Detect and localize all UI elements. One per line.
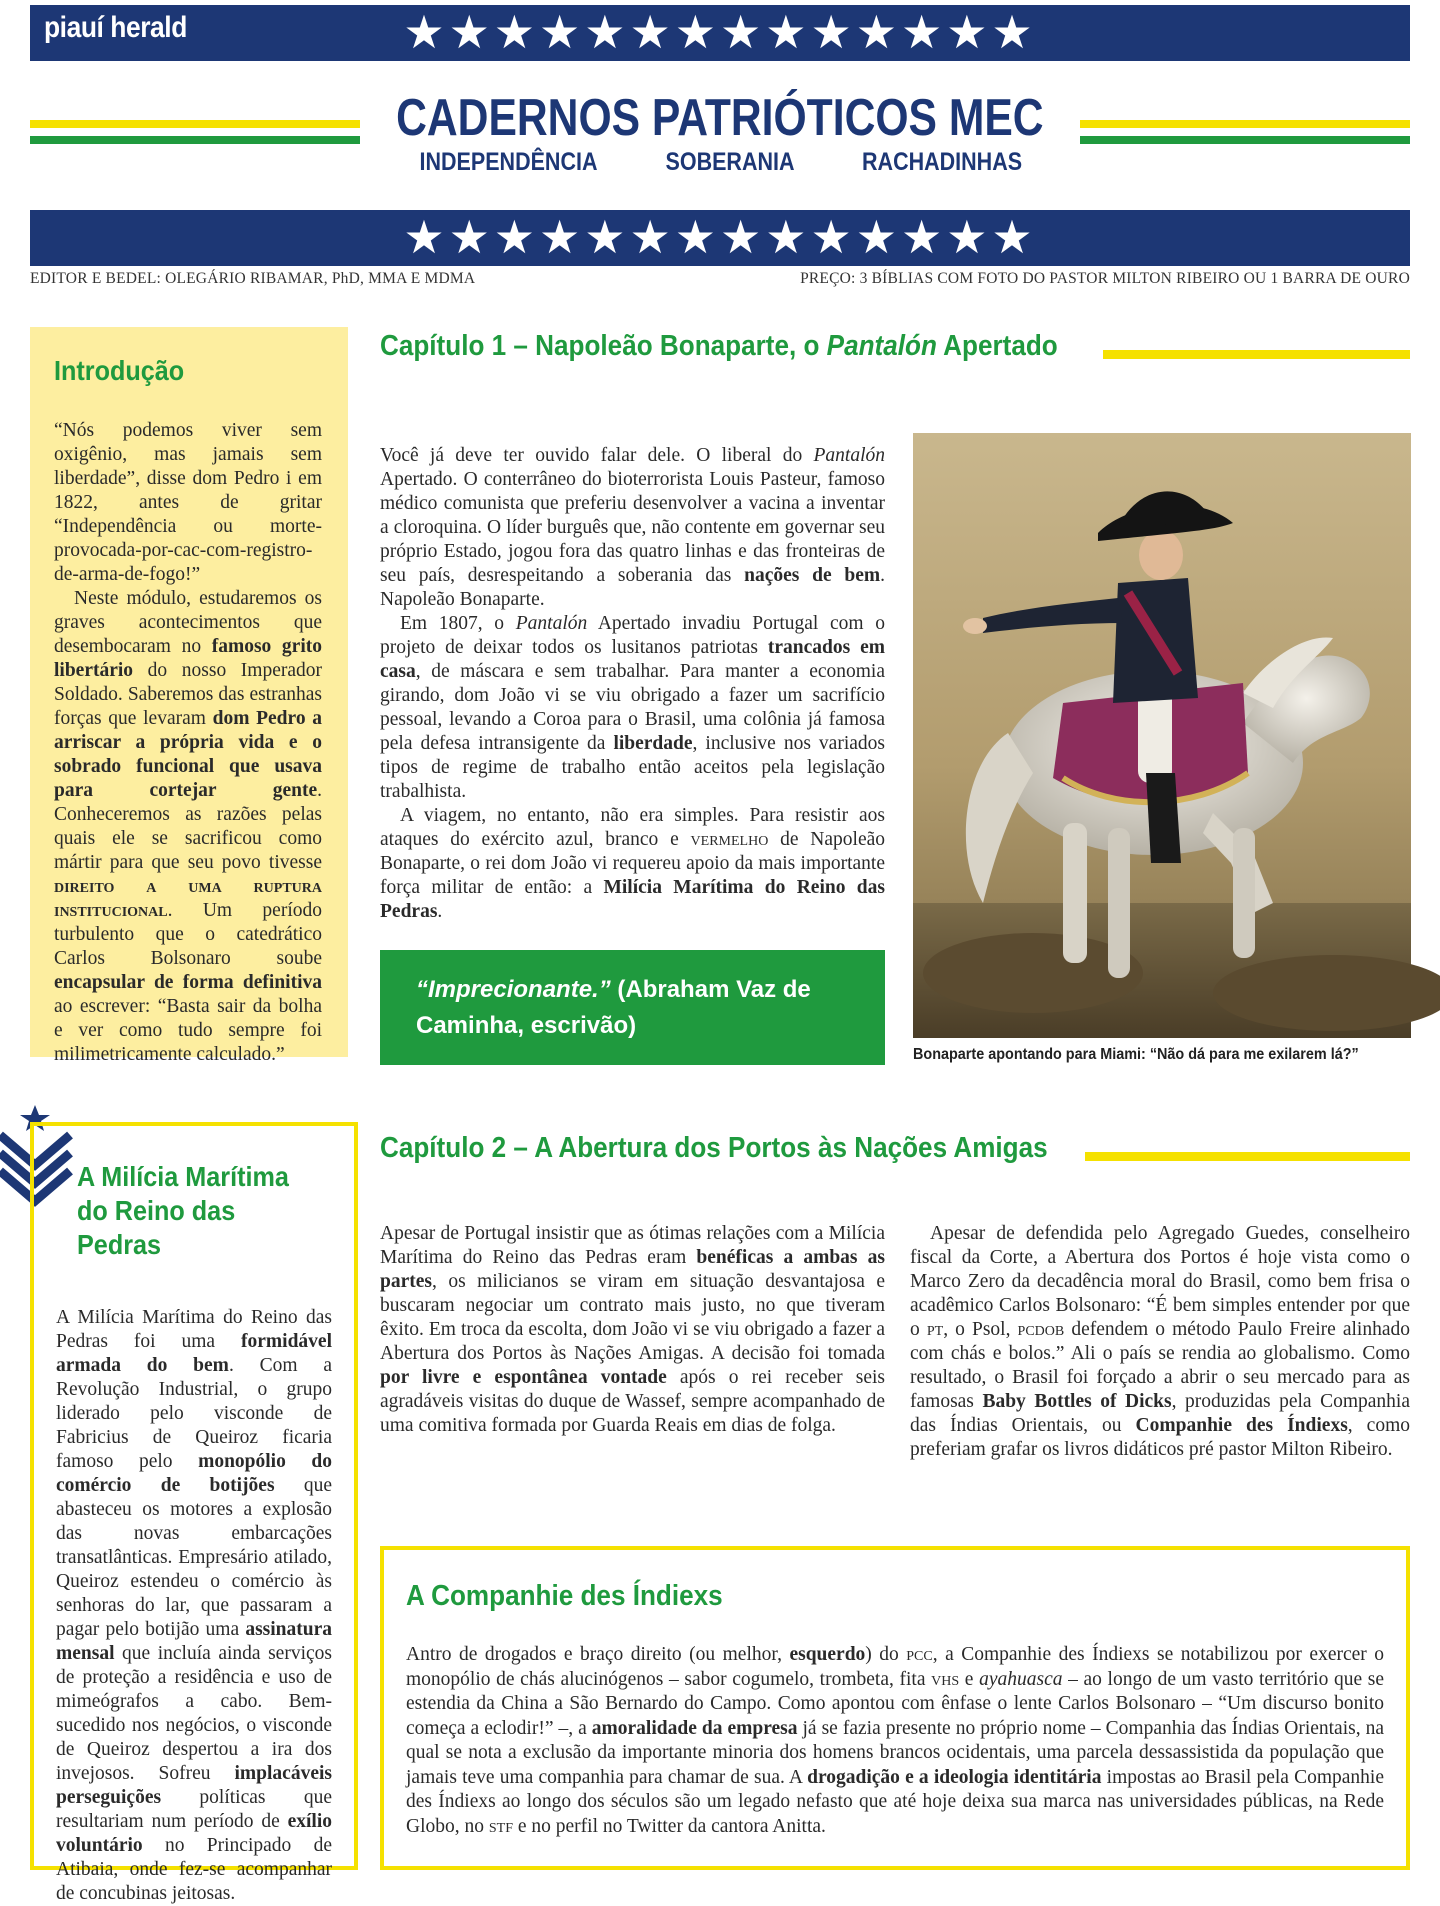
milicia-body <box>56 1306 332 1906</box>
intro-heading: Introdução <box>54 355 185 386</box>
intro-paragraph-1: “Nós podemos viver sem oxigênio, mas jamais sem liberdade”, disse dom Pedro i em 1822, antes de gritar “Independência ou morte-provocada-por-cac-com-registro-de-arma-de-fogo!” <box>54 420 322 585</box>
subtitle-rachadinhas: RACHADINHAS <box>861 148 1022 176</box>
chapter2-heading: Capítulo 2 – A Abertura dos Portos às Nações Amigas <box>380 1132 1048 1164</box>
stars-row-bottom: ★★★★★★★★★★★★★★ <box>403 210 1037 264</box>
editor-credit: EDITOR E BEDEL: OLEGÁRIO RIBAMAR, PhD, MMA E MDMA <box>30 270 476 287</box>
chapter2-paragraph-2: Apesar de defendida pelo Agregado Guedes, conselheiro fiscal da Corte, a Abertura dos Portos é hoje vista como o Marco Zero da decadência moral do Brasil, como bem frisa o acadêmico Carlos Bolsonaro: “É bem simples entender por que o pt, o Psol, pcdob defendem o método Paulo Freire alinhado com chás e bolos.” Ali o país se rendia ao globalismo. Como resultado, o Brasil foi forçado a abrir o seu mercado para as famosas Baby Bottles of Dicks, produzidas pela Companhia das Índias Orientais, ou Companhie des Índiexs, como preferiam grafar os livros didáticos pré pastor Milton Ribeiro. <box>910 1223 1410 1460</box>
milicia-heading: A Milícia Marítima do Reino das Pedras <box>77 1161 289 1260</box>
chapter1-body <box>380 444 885 924</box>
pull-quote: “Imprecionante.” (Abraham Vaz de Caminha, escrivão) <box>380 950 885 1065</box>
companhie-body <box>406 1643 1384 1839</box>
chapter1-paragraph-3: A viagem, no entanto, não era simples. Para resistir aos ataques do exército azul, branco e vermelho de Napoleão Bonaparte, o rei dom João vi requereu apoio da mais importante força militar de então: a Milícia Marítima do Reino das Pedras. <box>380 805 885 922</box>
credits-line <box>30 270 1410 288</box>
subtitle-row <box>405 148 1035 177</box>
stars-bar <box>30 210 1410 266</box>
intro-paragraph-2: Neste módulo, estudaremos os graves acontecimentos que desembocaram no famoso grito libertário do nosso Imperador Soldado. Saberemos das estranhas forças que levaram dom Pedro a arriscar a própria vida e o sobrado funcional que usava para cortejar gente. Conheceremos as razões pelas quais ele se sacrificou como mártir para que seu povo tivesse direito a uma ruptura institucional. Um período turbulento que o catedrático Carlos Bolsonaro soube encapsular de forma definitiva ao escrever: “Basta sair da bolha e ver como tudo sempre foi milimetricamente calculado.” <box>54 588 322 1065</box>
intro-body <box>54 419 322 1067</box>
masthead-bar <box>30 5 1410 61</box>
subtitle-soberania: SOBERANIA <box>665 148 795 176</box>
painting-caption: Bonaparte apontando para Miami: “Não dá para me exilarem lá?” <box>913 1046 1359 1063</box>
chapter1-paragraph-2: Em 1807, o Pantalón Apertado invadiu Portugal com o projeto de deixar todos os lusitanos patriotas trancados em casa, de máscara e sem trabalhar. Para manter a economia girando, dom João vi se viu obrigado a fazer um sacrifício pessoal, levando a Coroa para o Brasil, uma colônia já famosa pela defesa intransigente da liberdade, inclusive nos variados tipos de regime de trabalho então aceitos pela legislação trabalhista. <box>380 613 886 802</box>
napoleon-painting <box>913 433 1411 1038</box>
chapter2-column-2 <box>910 1222 1410 1462</box>
chapter2-rule <box>1085 1152 1410 1161</box>
chapter1-heading: Capítulo 1 – Napoleão Bonaparte, o Pantalón Apertado <box>380 330 1058 362</box>
intro-box <box>30 327 348 1065</box>
chapter1-paragraph-1: Você já deve ter ouvido falar dele. O liberal do Pantalón Apertado. O conterrâneo do bioterrorista Louis Pasteur, famoso médico comunista que preferiu desenvolver a vacina a inventar a cloroquina. O líder burguês que, não contente em governar seu próprio Estado, jogou fora das quatro linhas e das fronteiras de seu país, desrespeitando a soberania das nações de bem. Napoleão Bonaparte. <box>380 445 885 610</box>
companhie-paragraph: Antro de drogados e braço direito (ou melhor, esquerdo) do pcc, a Companhie des Índiexs se notabilizou por exercer o monopólio de chás alucinógenos – sabor cogumelo, trombeta, fita vhs e ayahuasca – ao longo de um vasto território que se estendia da China a São Bernardo do Campo. Como apontou com ênfase o lente Carlos Bolsonaro – “Um discurso bonito começa a eclodir!” –, a amoralidade da empresa já se fazia presente no próprio nome – Companhia das Índias Orientais, na qual se nota a exclusão da importante minoria dos homens brancos ocidentais, uma parcela dessassistida da população que jamais teve uma companhia para chamar de sua. A drogadição e a ideologia identitária impostas ao Brasil pela Companhie des Índiexs ao longo dos séculos são um legado nefasto que até hoje deixa sua marca nas universidades públicas, na Rede Globo, no stf e no perfil no Twitter da cantora Anitta. <box>406 1644 1385 1837</box>
milicia-box <box>30 1122 358 1904</box>
chapter1-rule <box>1103 350 1410 359</box>
brand-name: piauí herald <box>44 11 187 44</box>
page-title: CADERNOS PATRIÓTICOS MEC <box>396 89 1044 147</box>
stars-row-top: ★★★★★★★★★★★★★★ <box>403 5 1037 59</box>
companhie-box <box>380 1546 1410 1870</box>
chapter2-paragraph-1: Apesar de Portugal insistir que as ótimas relações com a Milícia Marítima do Reino das Pedras eram benéficas a ambas as partes, os milicianos se viram em situação desvantajosa e buscaram negociar um contrato mais justo, no que tiveram êxito. Em troca da escolta, dom João vi se viu obrigado a fazer a Abertura dos Portos às Nações Amigas. A decisão foi tomada por livre e espontânea vontade após o rei receber seis agradáveis visitas do duque de Wassef, sempre acompanhado de uma comitiva formada por Guarda Reais em dias de folga. <box>380 1223 885 1436</box>
companhie-heading: A Companhie des Índiexs <box>406 1580 723 1612</box>
milicia-paragraph: A Milícia Marítima do Reino das Pedras foi uma formidável armada do bem. Com a Revolução Industrial, o grupo liderado pelo visconde de Fabricius de Queiroz ficaria famoso pelo monopólio do comércio de botijões que abasteceu os motores a explosão das novas embarcações transatlânticas. Empresário atilado, Queiroz estendeu o comércio às senhoras do lar, que passaram a pagar pelo botijão uma assinatura mensal que incluía ainda serviços de proteção a residência e uso de mimeógrafos a cabo. Bem-sucedido nos negócios, o visconde de Queiroz despertou a ira dos invejosos. Sofreu implacáveis perseguições políticas que resultariam num período de exílio voluntário no Principado de Atibaia, onde fez-se acompanhar de concubinas jeitosas. <box>56 1307 332 1904</box>
subtitle-independencia: INDEPENDÊNCIA <box>419 148 598 176</box>
price-credit: PREÇO: 3 BÍBLIAS COM FOTO DO PASTOR MILTON RIBEIRO OU 1 BARRA DE OURO <box>800 270 1410 287</box>
chapter2-column-1 <box>380 1222 885 1438</box>
